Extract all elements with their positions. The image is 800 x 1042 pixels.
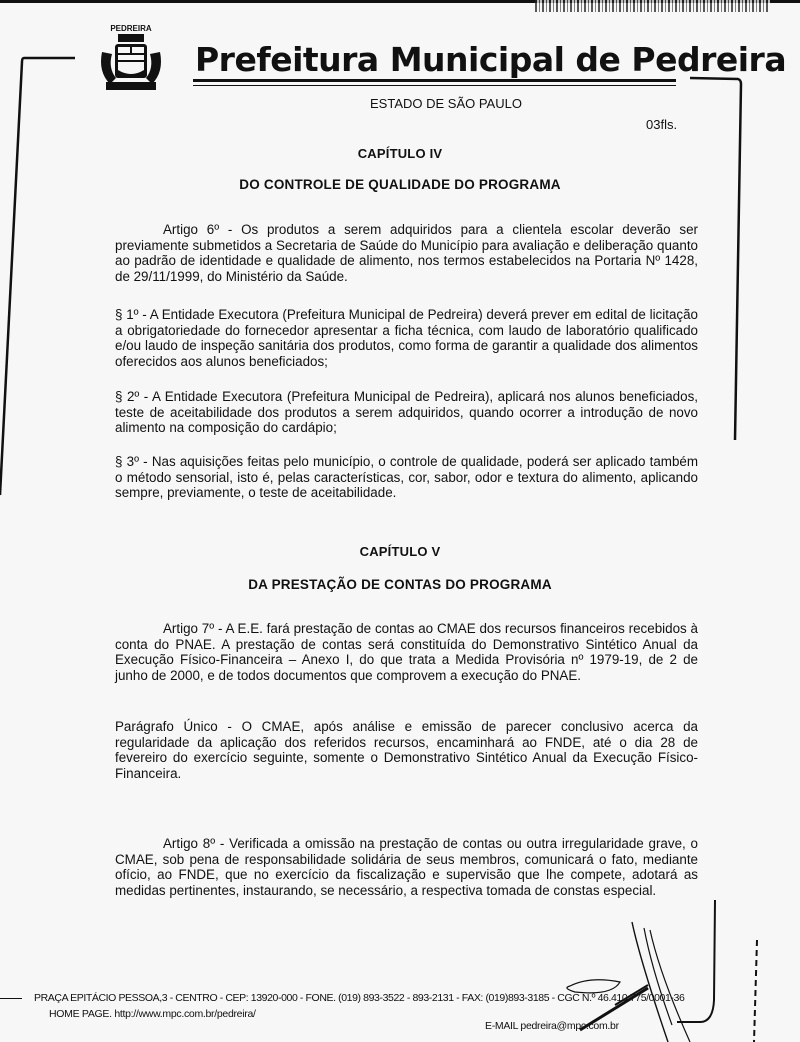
title-underline-thin [193,85,676,86]
footer-rule [0,998,22,999]
footer-address: PRAÇA EPITÁCIO PESSOA,3 - CENTRO - CEP: 13920-000 - FONE. (019) 893-3522 - 893-2131 - FAX: (019)893-3185 - CGC N.º 46.410.775/0001-36 [34,992,685,1004]
chapter-5-number: CAPÍTULO V [359,544,441,559]
article-7-sole-paragraph: Parágrafo Único - O CMAE, após análise e emissão de parecer conclusivo acerca da regularidade da aplicação dos referidos recursos, encaminhará ao FNDE, até o dia 28 de fevereiro do exercício seguinte, somente o Demonstrativo Sintético Anual da Execução Físico-Financeira. [115,719,698,781]
state-label: ESTADO DE SÃO PAULO [370,96,522,111]
footer-email: E-MAIL pedreira@mpc.com.br [485,1020,619,1032]
municipal-crest-icon [98,22,164,94]
article-6-paragraph-2: § 2º - A Entidade Executora (Prefeitura Municipal de Pedreira), aplicará nos alunos beneficiados, teste de aceitabilidade dos produtos a serem adquiridos, quando ocorrer a introdução de novo alimento na composição do cardápio; [115,389,698,435]
article-6-paragraph-1: § 1º - A Entidade Executora (Prefeitura Municipal de Pedreira) deverá prever em edital de licitação a obrigatoriedade do fornecedor apresentar a ficha técnica, com laudo de laboratório qualificado e/ou laudo de inspeção sanitária dos produtos, como forma de garantir a qualidade dos alimentos oferecidos aos alunos beneficiados; [115,307,698,369]
organization-name: Prefeitura Municipal de Pedreira [195,40,787,79]
chapter-5-title: DA PRESTAÇÃO DE CONTAS DO PROGRAMA [248,577,552,592]
footer-homepage: HOME PAGE. http://www.mpc.com.br/pedreira/ [49,1008,256,1020]
svg-text:PEDREIRA: PEDREIRA [110,24,152,33]
article-6: Artigo 6º - Os produtos a serem adquiridos para a clientela escolar deverão ser previamente submetidos a Secretaria de Saúde do Município para avaliação e deliberação quanto ao padrão de identidade e qualidade de alimento, nos termos estabelecidos na Portaria Nº 1428, de 29/11/1999, do Ministério da Saúde. [115,222,698,284]
article-8: Artigo 8º - Verificada a omissão na prestação de contas ou outra irregularidade grave, o CMAE, sob pena de responsabilidade solidária de seus membros, comunicará o fato, mediante ofício, ao FNDE, que no exercício da fiscalização e supervisão que lhe compete, adotará as medidas pertinentes, instaurando, se necessário, a respectiva tomada de constas especial. [115,836,698,898]
article-7: Artigo 7º - A E.E. fará prestação de contas ao CMAE dos recursos financeiros recebidos à conta do PNAE. A prestação de contas será constituída do Demonstrativo Sintético Anual da Execução Físico-Financeira – Anexo I, do que trata a Medida Provisória nº 1979-19, de 2 de junho de 2000, e de todos documentos que comprovem a execução do PNAE. [115,621,698,683]
article-6-paragraph-3: § 3º - Nas aquisições feitas pelo município, o controle de qualidade, poderá ser aplicado também o método sensorial, isto é, pelas características, cor, sabor, odor e textura do alimento, aplicando sempre, previamente, o teste de aceitabilidade. [115,454,698,500]
title-underline [193,79,676,82]
folio-number: 03fls. [646,117,678,132]
chapter-4-number: CAPÍTULO IV [357,146,443,161]
chapter-4-title: DO CONTROLE DE QUALIDADE DO PROGRAMA [239,177,561,192]
